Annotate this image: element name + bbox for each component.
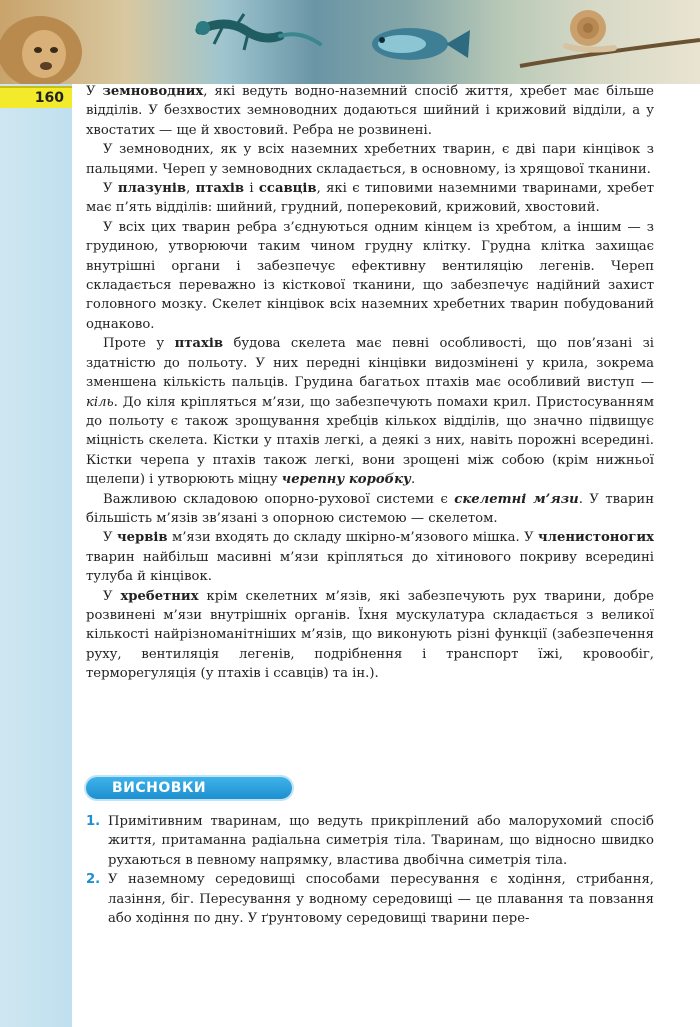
fish-photo xyxy=(372,28,470,60)
text-run: У xyxy=(103,181,118,197)
margin-strip xyxy=(0,0,72,1027)
text-run: птахів xyxy=(174,336,224,352)
text-run: , які ведуть водно-наземний спосіб життя, хребет має більше відділів. У безхвостих земноводних додаються шийний і крижовий відділи, а у хвостатих — ще й хвостовий. Ребра не розвинені. xyxy=(86,84,654,138)
banner-illustration xyxy=(0,0,700,84)
paragraph xyxy=(86,82,654,140)
text-run: Проте у xyxy=(103,336,175,352)
text-run: . У тварин більшість м’язів зв’язані з опорною системою — скелетом. xyxy=(86,491,654,526)
snail-photo xyxy=(520,10,700,66)
conclusions-heading: ВИСНОВКИ xyxy=(86,777,292,799)
paragraph xyxy=(86,528,654,586)
paragraph xyxy=(86,334,654,489)
text-run: червів xyxy=(116,530,168,546)
paragraph xyxy=(86,218,654,334)
paragraph xyxy=(86,179,654,218)
text-run: плазунів xyxy=(117,181,187,197)
paragraph xyxy=(86,140,654,179)
text-run: будова скелета має певні особливості, що пов’язані зі здатністю до польоту. У них передні кінцівки видозмінені у крила, зокрема зменшена кількість пальців. Грудина багатьох птахів має особливий виступ — xyxy=(86,336,654,391)
text-run: земноводних xyxy=(102,84,204,99)
page-number: 160 xyxy=(0,86,72,108)
text-run: , які є типовими наземними тваринами, хребет має п’ять відділів: шийний, грудний, поперековий, крижовий, хвостовий. xyxy=(86,181,654,216)
text-run: птахів xyxy=(195,181,244,197)
text-run: м’язи входять до складу шкірно-м’язового мішка. У xyxy=(167,530,539,546)
body-text xyxy=(86,82,654,684)
text-run: У xyxy=(86,84,103,99)
text-run: , xyxy=(186,181,196,197)
lion-photo xyxy=(0,16,82,84)
text-run: У всіх цих тварин ребра з’єднуються одним кінцем із хребтом, а іншим — з грудиною, утворюючи таким чином грудну клітку. Грудна клітка захищає внутрішні органи і забезпечує ефективну вентиляцію легенів. Череп складається переважно із кісткової тканини, що забезпечує надійний захист головного мозку. Скелет кінцівок всіх наземних хребетних тварин побудований однаково. xyxy=(86,219,654,332)
conclusion-number: 1. xyxy=(86,814,101,829)
conclusion-number: 2. xyxy=(86,872,101,888)
conclusion-item xyxy=(86,870,654,928)
conclusion-item xyxy=(86,812,654,870)
photo-banner xyxy=(0,0,700,84)
conclusion-text: Примітивним тваринам, що ведуть прикріплений або малорухомий спосіб життя, притаманна радіальна симетрія тіла. Тваринам, що відносно швидко рухаються в певному напрямку, властива двобічна симетрія тіла. xyxy=(108,814,654,868)
lizard-photo xyxy=(196,14,320,50)
paragraph xyxy=(86,587,654,684)
text-run: тварин найбільш масивні м’язи кріпляться до хітинового покриву всередині тулуба й кінцівок. xyxy=(86,549,654,585)
paragraph xyxy=(86,490,654,529)
text-run: скелетні м’язи xyxy=(454,491,579,507)
text-run: і xyxy=(244,181,259,197)
text-run: . xyxy=(410,472,416,488)
text-run: хребетних xyxy=(120,588,199,604)
text-run: членистоногих xyxy=(538,530,654,546)
text-run: . До кіля кріпляться м’язи, що забезпечують помахи крил. Пристосуванням до польоту є також зрощування хребців кількох відділів, що значно підвищує міцність скелета. Кістки у птахів легкі, а деякі з них, навіть порожні всередині. Кістки черепа у птахів також легкі, вони зрощені між собою (крім нижньої щелепи) і утворюють міцну xyxy=(86,394,654,488)
text-run: ссавців xyxy=(258,181,317,197)
conclusion-text: У наземному середовищі способами пересування є ходіння, стрибання, лазіння, біг. Пересування у водному середовищі — це плавання та повзання або ходіння по дну. У ґрунтовому середовищі тварини пере- xyxy=(108,872,654,927)
conclusions-list xyxy=(86,812,654,928)
text-run: У xyxy=(103,530,117,546)
text-run: Важливою складовою опорно-рухової системи є xyxy=(103,491,455,507)
text-run: У земноводних, як у всіх наземних хребетних тварин, є дві пари кінцівок з пальцями. Череп у земноводних складається, в основному, із хрящової тканини. xyxy=(86,142,654,177)
text-run: У xyxy=(103,588,121,604)
text-run: кіль xyxy=(86,394,114,410)
text-run: черепну коробку xyxy=(281,472,411,488)
text-run: крім скелетних м’язів, які забезпечують рух тварини, добре розвинені м’язи внутрішніх органів. Їхня мускулатура складається з великої кількості найрізноманітніших м’язів, що виконують різні функції (забезпечення руху, вентиляція легенів, подрібнення і транспорт їжі, кровообіг, терморегуляція (у птахів і ссавців) та ін.). xyxy=(86,588,654,682)
